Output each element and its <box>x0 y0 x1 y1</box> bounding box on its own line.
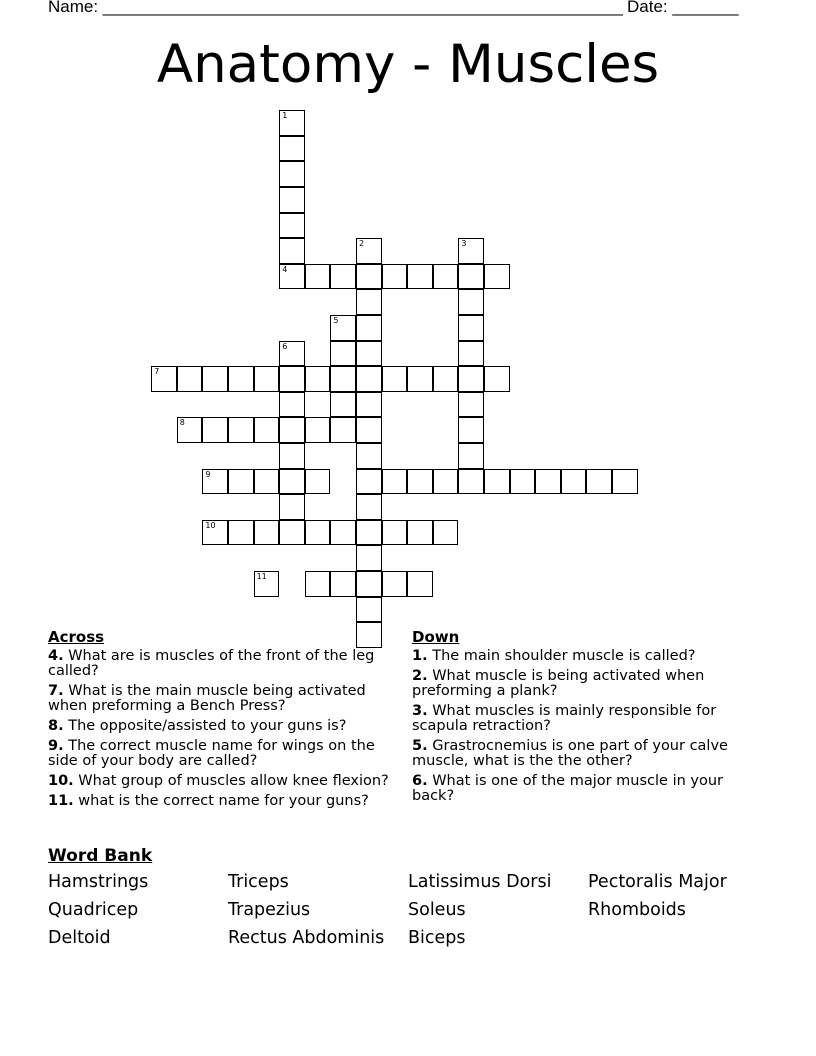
clue-number: 10 <box>205 520 216 530</box>
crossword-cell[interactable] <box>458 264 484 290</box>
across-clue <box>48 649 398 679</box>
crossword-cell[interactable] <box>330 520 356 546</box>
crossword-cell[interactable] <box>279 366 305 392</box>
clue-number: 3. <box>412 703 428 719</box>
page-title: Anatomy - Muscles <box>156 34 660 95</box>
word-bank-item: Soleus <box>408 900 466 920</box>
crossword-cell[interactable] <box>407 571 433 597</box>
crossword-cell[interactable] <box>356 494 382 520</box>
crossword-cell[interactable] <box>279 392 305 418</box>
crossword-cell[interactable] <box>279 443 305 469</box>
word-bank-item: Triceps <box>228 872 289 892</box>
down-clue <box>412 669 762 699</box>
crossword-cell[interactable] <box>510 469 536 495</box>
crossword-cell-6[interactable] <box>279 341 305 367</box>
across-heading: Across <box>48 628 105 646</box>
crossword-cell[interactable] <box>279 520 305 546</box>
crossword-cell[interactable] <box>484 469 510 495</box>
crossword-cell[interactable] <box>458 392 484 418</box>
down-clue <box>412 649 762 664</box>
crossword-cell[interactable] <box>356 264 382 290</box>
crossword-cell[interactable] <box>458 443 484 469</box>
clue-number: 4. <box>48 648 64 664</box>
crossword-cell[interactable] <box>458 341 484 367</box>
clue-number: 6. <box>412 773 428 789</box>
crossword-cell[interactable] <box>330 366 356 392</box>
crossword-cell[interactable] <box>305 366 331 392</box>
crossword-cell[interactable] <box>612 469 638 495</box>
crossword-cell[interactable] <box>433 366 459 392</box>
crossword-cell[interactable] <box>305 417 331 443</box>
crossword-cell[interactable] <box>484 264 510 290</box>
crossword-cell[interactable] <box>458 469 484 495</box>
across-clue-list <box>48 649 398 809</box>
clue-text: The correct muscle name for wings on the side of your body are called? <box>48 738 375 769</box>
crossword-cell[interactable] <box>330 392 356 418</box>
clue-text: What muscle is being activated when preforming a plank? <box>412 668 705 699</box>
across-clue <box>48 739 398 769</box>
date-line[interactable]: Date: _______ <box>627 0 739 16</box>
crossword-cell[interactable] <box>356 469 382 495</box>
clue-number: 1. <box>412 648 428 664</box>
crossword-cell[interactable] <box>356 392 382 418</box>
crossword-cell[interactable] <box>433 469 459 495</box>
crossword-cell[interactable] <box>254 417 280 443</box>
crossword-cell[interactable] <box>228 417 254 443</box>
crossword-cell-11[interactable] <box>254 571 280 597</box>
word-bank-item: Quadricep <box>48 900 139 920</box>
word-bank-item: Biceps <box>408 928 466 948</box>
crossword-cell[interactable] <box>279 494 305 520</box>
crossword-cell[interactable] <box>407 264 433 290</box>
word-bank-item: Rhomboids <box>588 900 686 920</box>
crossword-cell[interactable] <box>484 366 510 392</box>
crossword-cell[interactable] <box>561 469 587 495</box>
crossword-cell[interactable] <box>356 520 382 546</box>
crossword-cell[interactable] <box>407 469 433 495</box>
crossword-cell[interactable] <box>535 469 561 495</box>
down-clue-list <box>412 649 762 804</box>
crossword-cell[interactable] <box>330 417 356 443</box>
down-clue <box>412 774 762 804</box>
crossword-cell[interactable] <box>254 520 280 546</box>
clue-number: 3 <box>461 239 467 249</box>
crossword-cell[interactable] <box>228 366 254 392</box>
clue-text: What are is muscles of the front of the leg called? <box>48 648 375 679</box>
across-clue <box>48 719 398 734</box>
crossword-cell-1[interactable] <box>279 110 305 136</box>
clue-text: Grastrocnemius is one part of your calve muscle, what is the the other? <box>412 738 728 769</box>
word-bank-item: Hamstrings <box>48 872 149 892</box>
crossword-cell[interactable] <box>202 366 228 392</box>
word-bank-item: Pectoralis Major <box>588 872 727 892</box>
clue-number: 11. <box>48 793 74 809</box>
crossword-cell[interactable] <box>356 417 382 443</box>
clue-number: 7 <box>154 367 160 377</box>
across-clue <box>48 794 398 809</box>
crossword-cell[interactable] <box>407 366 433 392</box>
clue-number: 2 <box>359 239 365 249</box>
crossword-cell[interactable] <box>279 136 305 162</box>
crossword-cell[interactable] <box>356 597 382 623</box>
crossword-cell[interactable] <box>458 366 484 392</box>
crossword-cell[interactable] <box>586 469 612 495</box>
clue-text: The opposite/assisted to your guns is? <box>63 718 347 734</box>
crossword-cell[interactable] <box>305 571 331 597</box>
crossword-cell[interactable] <box>330 264 356 290</box>
crossword-cell[interactable] <box>433 264 459 290</box>
clue-number: 7. <box>48 683 64 699</box>
clue-number: 8. <box>48 718 64 734</box>
crossword-cell[interactable] <box>356 366 382 392</box>
crossword-cell[interactable] <box>382 264 408 290</box>
crossword-cell[interactable] <box>458 417 484 443</box>
clue-number: 5 <box>333 316 339 325</box>
clue-number: 10. <box>48 773 74 789</box>
word-bank-item: Deltoid <box>48 928 111 948</box>
crossword-cell-7[interactable] <box>151 366 177 392</box>
clue-number: 2. <box>412 668 428 684</box>
crossword-cell[interactable] <box>356 443 382 469</box>
down-clues <box>412 628 762 809</box>
crossword-cell[interactable] <box>279 469 305 495</box>
crossword-cell[interactable] <box>279 213 305 239</box>
word-bank-item: Rectus Abdominis <box>228 928 385 948</box>
crossword-cell[interactable] <box>279 238 305 264</box>
clue-text: What muscles is mainly responsible for scapula retraction? <box>412 703 717 734</box>
clue-text: What is the main muscle being activated when preforming a Bench Press? <box>48 683 366 714</box>
clue-text: what is the correct name for your guns? <box>73 793 369 809</box>
crossword-cell[interactable] <box>228 520 254 546</box>
crossword-cell[interactable] <box>356 315 382 341</box>
across-clues <box>48 628 398 814</box>
crossword-cell[interactable] <box>305 264 331 290</box>
clue-text: The main shoulder muscle is called? <box>427 648 696 664</box>
crossword-cell[interactable] <box>356 545 382 571</box>
clue-number: 8 <box>179 418 185 428</box>
across-clue <box>48 774 398 789</box>
crossword-cell[interactable] <box>356 341 382 367</box>
crossword-cell[interactable] <box>279 161 305 187</box>
crossword-cell-5[interactable] <box>330 315 356 341</box>
crossword-cell[interactable] <box>202 417 228 443</box>
crossword-cell[interactable] <box>356 571 382 597</box>
crossword-cell[interactable] <box>279 187 305 213</box>
crossword-cell[interactable] <box>382 520 408 546</box>
crossword-cell[interactable] <box>228 469 254 495</box>
crossword-cell[interactable] <box>254 469 280 495</box>
down-clue <box>412 739 762 769</box>
crossword-cell[interactable] <box>305 469 331 495</box>
word-bank-heading: Word Bank <box>48 846 153 866</box>
crossword-cell[interactable] <box>330 571 356 597</box>
crossword-cell[interactable] <box>330 341 356 367</box>
crossword-cell[interactable] <box>458 315 484 341</box>
crossword-cell[interactable] <box>382 366 408 392</box>
crossword-cell-2[interactable] <box>356 238 382 264</box>
crossword-cell[interactable] <box>407 520 433 546</box>
clue-number: 1 <box>282 111 288 121</box>
clue-number: 11 <box>256 572 267 581</box>
crossword-cell[interactable] <box>305 520 331 546</box>
clue-number: 9. <box>48 738 64 754</box>
crossword-cell[interactable] <box>356 289 382 315</box>
clue-number: 4 <box>282 264 288 274</box>
crossword-cell[interactable] <box>177 366 203 392</box>
word-bank-item: Trapezius <box>228 900 311 920</box>
clue-number: 6 <box>282 341 288 351</box>
crossword-cell[interactable] <box>382 469 408 495</box>
clue-number: 5. <box>412 738 428 754</box>
crossword-cell-8[interactable] <box>177 417 203 443</box>
name-line[interactable]: Name: _______________________________________________________ <box>48 0 623 16</box>
clue-text: What is one of the major muscle in your back? <box>412 773 724 804</box>
crossword-cell[interactable] <box>458 289 484 315</box>
crossword-cell-9[interactable] <box>202 469 228 495</box>
crossword-cell[interactable] <box>433 520 459 546</box>
word-bank-item: Latissimus Dorsi <box>408 872 552 892</box>
crossword-cell[interactable] <box>279 417 305 443</box>
crossword-cell[interactable] <box>382 571 408 597</box>
clue-number: 9 <box>205 469 211 479</box>
down-clue <box>412 704 762 734</box>
crossword-cell-4[interactable] <box>279 264 305 290</box>
across-clue <box>48 684 398 714</box>
down-heading: Down <box>412 628 460 646</box>
crossword-cell-3[interactable] <box>458 238 484 264</box>
clue-text: What group of muscles allow knee flexion? <box>73 773 389 789</box>
crossword-cell[interactable] <box>254 366 280 392</box>
crossword-cell-10[interactable] <box>202 520 228 546</box>
